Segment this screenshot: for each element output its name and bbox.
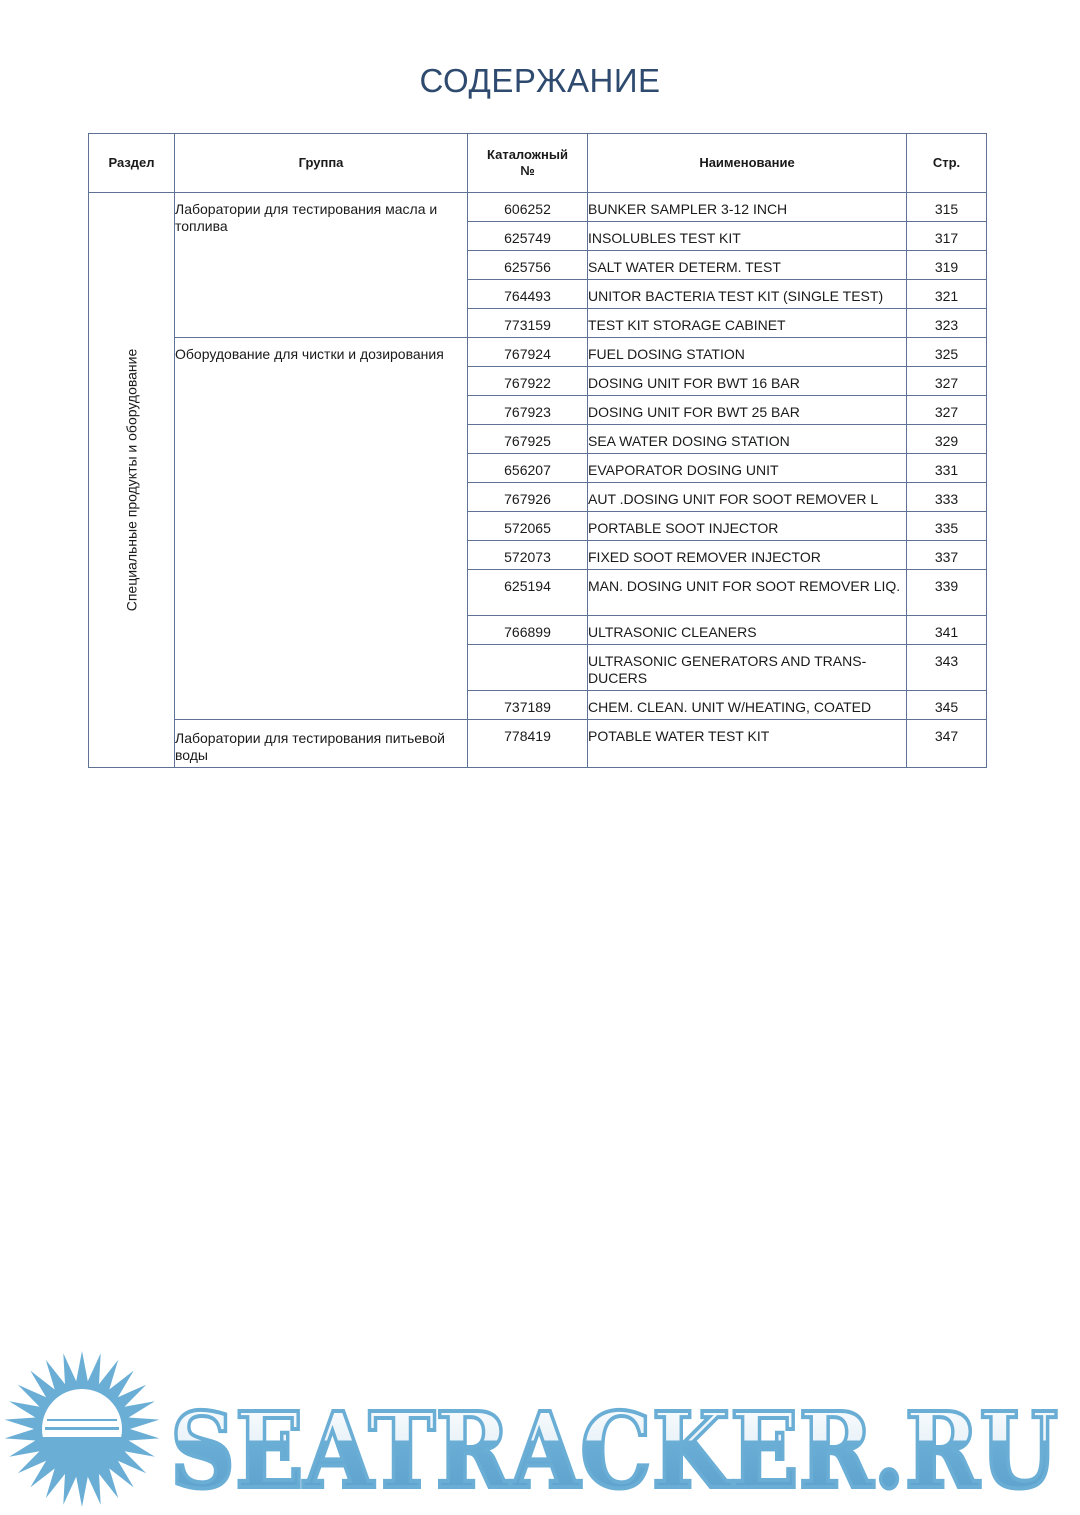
catalog-number: 572065: [468, 512, 588, 541]
catalog-number: 737189: [468, 691, 588, 720]
catalog-number: 625194: [468, 570, 588, 616]
item-name: ULTRASONIC GENERATORS AND TRANS-DUCERS: [588, 645, 907, 691]
page-number: 327: [907, 367, 987, 396]
page-number: 345: [907, 691, 987, 720]
page-title: СОДЕРЖАНИЕ: [419, 62, 661, 99]
page-number: 341: [907, 616, 987, 645]
header-section: Раздел: [89, 134, 175, 193]
catalog-number: 767924: [468, 338, 588, 367]
section-label: Специальные продукты и оборудование: [123, 348, 139, 612]
item-name: ULTRASONIC CLEANERS: [588, 616, 907, 645]
page-number: 339: [907, 570, 987, 616]
item-name: AUT .DOSING UNIT FOR SOOT REMOVER L: [588, 483, 907, 512]
catalog-number: 766899: [468, 616, 588, 645]
item-name: PORTABLE SOOT INJECTOR: [588, 512, 907, 541]
catalog-number: 625749: [468, 222, 588, 251]
item-name: UNITOR BACTERIA TEST KIT (SINGLE TEST): [588, 280, 907, 309]
catalog-number: 773159: [468, 309, 588, 338]
catalog-number: 764493: [468, 280, 588, 309]
page-number: 337: [907, 541, 987, 570]
page-number: 333: [907, 483, 987, 512]
page-number: 315: [907, 193, 987, 222]
item-name: SEA WATER DOSING STATION: [588, 425, 907, 454]
item-name: DOSING UNIT FOR BWT 16 BAR: [588, 367, 907, 396]
header-page: Стр.: [907, 134, 987, 193]
item-name: FUEL DOSING STATION: [588, 338, 907, 367]
item-name: SALT WATER DETERM. TEST: [588, 251, 907, 280]
catalog-number: 767922: [468, 367, 588, 396]
page-number: 319: [907, 251, 987, 280]
page-number: 331: [907, 454, 987, 483]
catalog-number: 572073: [468, 541, 588, 570]
page-number: 347: [907, 720, 987, 768]
catalog-number: [468, 645, 588, 691]
catalog-number: 767926: [468, 483, 588, 512]
header-group: Группа: [175, 134, 468, 193]
item-name: BUNKER SAMPLER 3-12 INCH: [588, 193, 907, 222]
watermark-text: SEATRACKER.RU: [170, 1389, 1058, 1512]
page-number: 317: [907, 222, 987, 251]
page-number: 335: [907, 512, 987, 541]
group-cell-oil-fuel: Лаборатории для тестирования масла и топлива: [175, 193, 468, 338]
catalog-number: 656207: [468, 454, 588, 483]
item-name: CHEM. CLEAN. UNIT W/HEATING, COATED: [588, 691, 907, 720]
item-name: DOSING UNIT FOR BWT 25 BAR: [588, 396, 907, 425]
catalog-number: 767923: [468, 396, 588, 425]
item-name: POTABLE WATER TEST KIT: [588, 720, 907, 768]
seatracker-watermark: [0, 1345, 1080, 1515]
page-number: 325: [907, 338, 987, 367]
table-row: [89, 338, 987, 367]
item-name: FIXED SOOT REMOVER INJECTOR: [588, 541, 907, 570]
page-number: 321: [907, 280, 987, 309]
header-catalog: Каталожный №: [468, 134, 588, 193]
catalog-number: 625756: [468, 251, 588, 280]
page-number: 329: [907, 425, 987, 454]
table-row: [89, 720, 987, 768]
item-name: TEST KIT STORAGE CABINET: [588, 309, 907, 338]
sun-icon: [5, 1351, 160, 1507]
contents-table: [88, 133, 987, 768]
item-name: MAN. DOSING UNIT FOR SOOT REMOVER LIQ.: [588, 570, 907, 616]
item-name: INSOLUBLES TEST KIT: [588, 222, 907, 251]
table-row: [89, 193, 987, 222]
catalog-number: 767925: [468, 425, 588, 454]
header-name: Наименование: [588, 134, 907, 193]
group-cell-potable-water: Лаборатории для тестирования питьевой воды: [175, 720, 468, 768]
header-row: [89, 134, 987, 193]
page-number: 343: [907, 645, 987, 691]
item-name: EVAPORATOR DOSING UNIT: [588, 454, 907, 483]
catalog-number: 606252: [468, 193, 588, 222]
group-cell-cleaning-dosing: Оборудование для чистки и дозирования: [175, 338, 468, 720]
section-cell: [89, 193, 175, 768]
page-number: 327: [907, 396, 987, 425]
page-number: 323: [907, 309, 987, 338]
catalog-number: 778419: [468, 720, 588, 768]
